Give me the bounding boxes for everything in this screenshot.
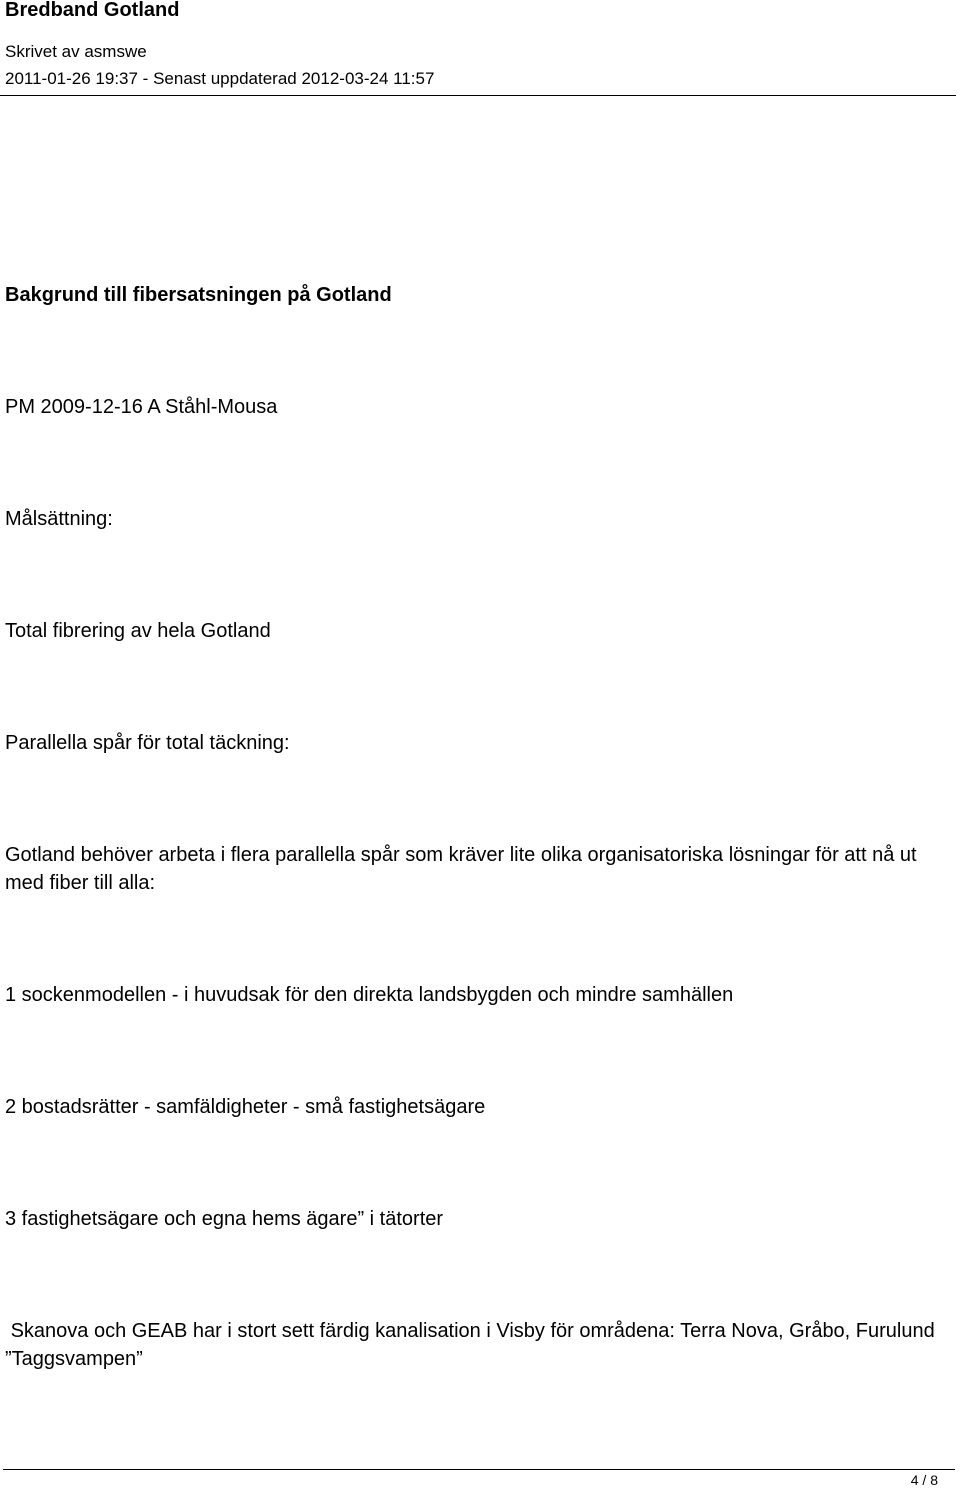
paragraph-pm: PM 2009-12-16 A Ståhl-Mousa [5, 396, 278, 418]
header-divider [0, 95, 956, 96]
article-heading: Bakgrund till fibersatsningen på Gotland [5, 284, 392, 306]
paragraph-goal: Total fibrering av hela Gotland [5, 620, 271, 642]
paragraph-track-2: 2 bostadsrätter - samfäldigheter - små fastighetsägare [5, 1096, 486, 1118]
site-title: Bredband Gotland [5, 0, 180, 21]
paragraph-track-3: 3 fastighetsägare och egna hems ägare” i tätorter [5, 1208, 444, 1230]
paragraph-tracks-label: Parallella spår för total täckning: [5, 732, 290, 754]
paragraph-kanalisation: Skanova och GEAB har i stort sett färdig kanalisation i Visby för områdena: Terra Nova, Gråbo, Furulund ”Taggsvampen” [5, 1320, 941, 1370]
paragraph-tracks-description: Gotland behöver arbeta i flera parallella spår som kräver lite olika organisatoriska lösningar för att nå ut med fiber till alla: [5, 844, 917, 894]
paragraph-goal-label: Målsättning: [5, 508, 113, 530]
page-number: 4 / 8 [910, 1472, 938, 1488]
paragraph-track-1: 1 sockenmodellen - i huvudsak för den direkta landsbygden och mindre samhällen [5, 984, 734, 1006]
footer-divider [3, 1469, 955, 1470]
date-line: 2011-01-26 19:37 - Senast uppdaterad 2012-03-24 11:57 [5, 69, 435, 88]
author-line: Skrivet av asmswe [5, 42, 147, 61]
